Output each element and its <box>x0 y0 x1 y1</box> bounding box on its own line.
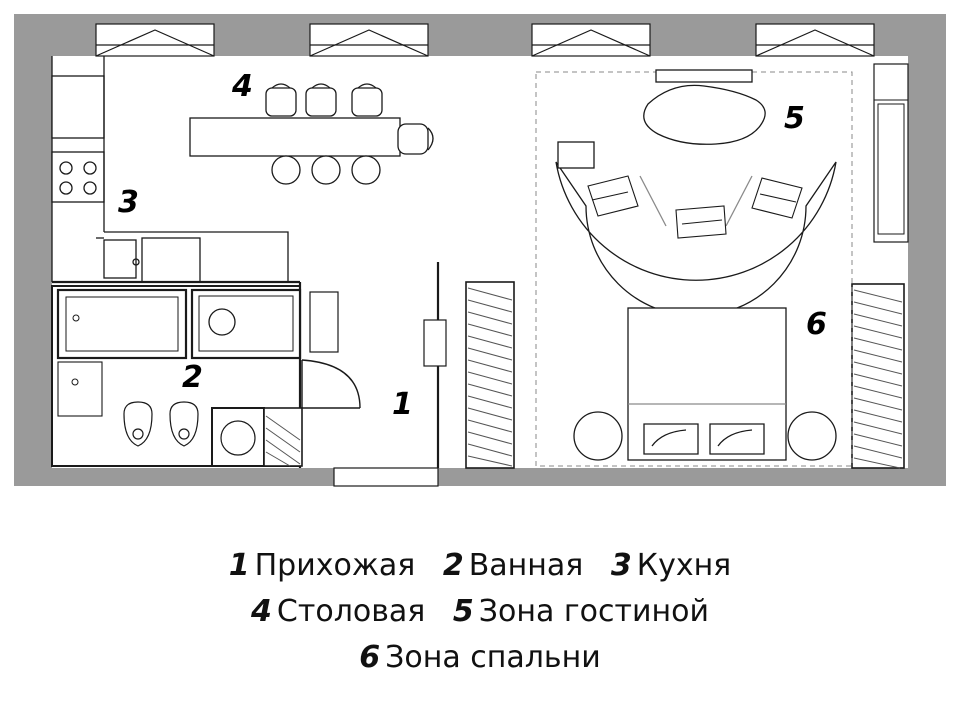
legend-entry-6 <box>359 640 600 675</box>
legend-entry-4 <box>251 594 425 629</box>
legend-entry-3 <box>611 548 731 583</box>
room-number-5: 5 <box>784 101 805 136</box>
legend-label-5: Зона гостиной <box>478 594 709 629</box>
room-number-1: 1 <box>392 387 413 422</box>
room-number-3: 3 <box>118 185 139 220</box>
legend-entry-1 <box>229 548 416 583</box>
legend-label-2: Ванная <box>468 548 584 583</box>
room-number-6: 6 <box>806 307 827 342</box>
legend-number-5: 5 <box>452 594 474 629</box>
legend-number-6: 6 <box>359 640 381 675</box>
legend <box>0 548 960 686</box>
legend-number-4: 4 <box>251 594 272 629</box>
room-number-4: 4 <box>232 69 253 104</box>
legend-label-6: Зона спальни <box>385 640 601 675</box>
room-number-2: 2 <box>182 360 203 395</box>
legend-entry-5 <box>453 594 709 629</box>
legend-label-1: Прихожая <box>254 548 416 583</box>
legend-entry-2 <box>443 548 584 583</box>
legend-line-1 <box>0 548 960 583</box>
legend-number-2: 2 <box>442 548 464 583</box>
legend-line-2 <box>0 594 960 629</box>
legend-label-3: Кухня <box>636 548 732 583</box>
entry-opening <box>334 468 438 486</box>
legend-line-3 <box>0 640 960 675</box>
legend-number-3: 3 <box>610 548 632 583</box>
legend-number-1: 1 <box>228 548 250 583</box>
legend-label-4: Столовая <box>276 594 426 629</box>
